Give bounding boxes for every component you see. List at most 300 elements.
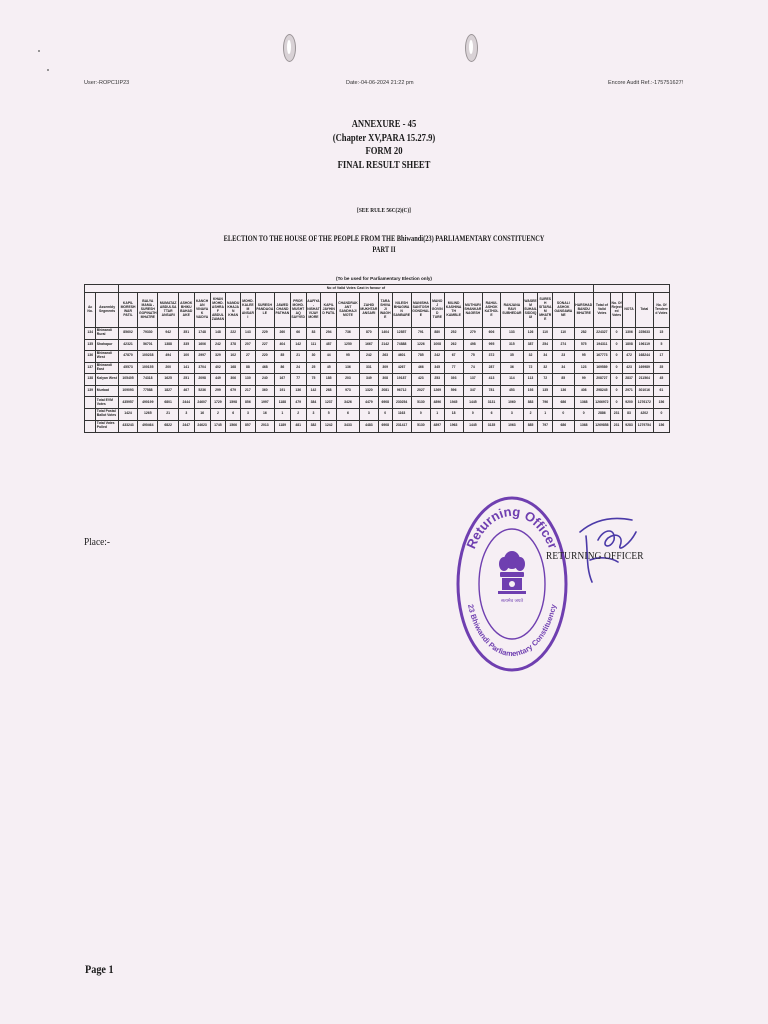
table-cell: 679: [226, 385, 241, 397]
table-cell: 494: [158, 351, 178, 363]
column-header: SURESH SITARAM MHATRE: [538, 293, 553, 328]
table-cell: 0: [610, 339, 622, 351]
table-cell: 1808: [623, 339, 635, 351]
table-cell: 2081: [378, 385, 392, 397]
table-cell: 5: [653, 339, 669, 351]
column-header: SONALI ASHOK GANGAWANE: [553, 293, 574, 328]
table-cell: 857: [241, 420, 256, 432]
column-header: KAPIL MORESHWAR PATIL: [118, 293, 137, 328]
table-cell: 231417: [392, 420, 411, 432]
table-cell: 387: [523, 339, 538, 351]
table-cell: 468: [255, 362, 274, 374]
table-cell: 21: [158, 409, 178, 421]
table-cell: 45: [321, 362, 337, 374]
table-cell: [85, 409, 96, 421]
election-title: ELECTION TO THE HOUSE OF THE PEOPLE FROM THE Bhiwandi(23) PARLIAMENTARY CONSTITUENCY: [223, 234, 545, 243]
segment-cell: Total Postal Ballot Votes: [96, 409, 119, 421]
table-cell: 42321: [118, 339, 137, 351]
table-cell: 109093: [118, 385, 137, 397]
table-cell: 194311: [593, 339, 610, 351]
user-id: User:-ROPC1IP23: [84, 80, 130, 86]
table-cell: 21: [290, 351, 306, 363]
table-cell: 870: [359, 328, 378, 340]
table-cell: 973: [337, 385, 360, 397]
table-cell: 61: [653, 385, 669, 397]
table-cell: 6908: [378, 420, 392, 432]
column-header: NILESH BHAGWAN SANBARE: [392, 293, 411, 328]
table-cell: 83: [306, 328, 321, 340]
table-cell: 134: [85, 328, 96, 340]
national-emblem-icon: [498, 551, 526, 594]
table-row: [85, 409, 670, 421]
table-cell: 141: [178, 362, 194, 374]
table-cell: 185: [321, 374, 337, 386]
table-header-row: [85, 293, 670, 328]
table-cell: 347: [463, 385, 482, 397]
results-table-wrap: [84, 284, 670, 433]
table-cell: 329: [210, 351, 226, 363]
table-cell: 0: [653, 409, 669, 421]
table-cell: 1060: [501, 397, 524, 409]
table-cell: 1625: [158, 374, 178, 386]
table-cell: 2447: [178, 420, 194, 432]
table-cell: 306: [226, 374, 241, 386]
table-cell: 130: [241, 374, 256, 386]
table-cell: 35: [501, 351, 524, 363]
punch-hole-left: [283, 34, 296, 62]
table-cell: 1997: [255, 397, 274, 409]
table-cell: 4202: [635, 409, 653, 421]
table-cell: 1368: [574, 397, 593, 409]
table-row: [85, 420, 670, 432]
table-cell: 9283: [623, 420, 635, 432]
table-cell: 360: [255, 385, 274, 397]
table-cell: 32: [523, 351, 538, 363]
table-cell: 433243: [118, 420, 137, 432]
table-cell: 1189: [274, 420, 290, 432]
table-cell: 263: [378, 351, 392, 363]
table-cell: 498: [463, 339, 482, 351]
table-cell: 72: [538, 374, 553, 386]
table-cell: 6908: [378, 397, 392, 409]
segment-cell: Bhiwandi West: [96, 351, 119, 363]
table-cell: 0: [411, 409, 430, 421]
election-title-block: [84, 233, 683, 255]
table-cell: 88: [241, 362, 256, 374]
table-cell: 260: [274, 328, 290, 340]
table-cell: 2: [290, 409, 306, 421]
table-cell: 3135: [482, 420, 500, 432]
table-cell: 217: [241, 385, 256, 397]
table-cell: 4601: [392, 351, 411, 363]
table-cell: 1237: [321, 397, 337, 409]
column-header: KANCHAN VINAYAK VAIDYA: [194, 293, 210, 328]
table-cell: 880: [430, 328, 444, 340]
table-cell: 1388: [158, 339, 178, 351]
table-cell: 404: [274, 339, 290, 351]
table-cell: 251: [178, 374, 194, 386]
table-cell: 2: [210, 409, 226, 421]
table-cell: 67: [444, 351, 463, 363]
table-row: [85, 397, 670, 409]
table-cell: 167773: [593, 351, 610, 363]
annexure-title: ANNEXURE - 45: [351, 119, 417, 130]
column-header: RANJANA RAVI SUBHEDAR: [501, 293, 524, 328]
table-cell: 393: [444, 374, 463, 386]
table-cell: 3: [359, 409, 378, 421]
table-cell: 1945: [444, 397, 463, 409]
column-header: CHANDRAKANT SANDHAJI MOTE: [337, 293, 360, 328]
table-cell: 466: [411, 362, 430, 374]
table-cell: 467: [178, 385, 194, 397]
table-cell: 222: [226, 328, 241, 340]
table-cell: 453: [501, 385, 524, 397]
table-cell: 1279754: [635, 420, 653, 432]
table-cell: 3: [241, 409, 256, 421]
form-number: FORM 20: [365, 146, 403, 157]
table-cell: 136: [337, 362, 360, 374]
column-header: No. Of Rejected Votes: [610, 293, 622, 328]
table-cell: 1163: [392, 409, 411, 421]
table-cell: [85, 397, 96, 409]
super-header-blank: [85, 285, 119, 293]
table-cell: 77: [290, 374, 306, 386]
table-cell: 240: [255, 374, 274, 386]
super-header-blank: [593, 285, 669, 293]
table-cell: 331: [359, 362, 378, 374]
officer-signature: [560, 502, 650, 592]
table-cell: 19187: [392, 374, 411, 386]
column-header: MUTHURI SHANKAR NAGESH: [463, 293, 482, 328]
table-cell: 335: [178, 339, 194, 351]
column-header: NANDU KHAJAN KHAN: [226, 293, 241, 328]
table-cell: 6822: [158, 420, 178, 432]
table-cell: 5130: [411, 420, 430, 432]
usage-note: (To be used for Parliamentary Election only): [336, 276, 432, 281]
table-cell: 345: [430, 362, 444, 374]
table-cell: 384: [306, 397, 321, 409]
column-header: WASEEM SUHAIL SIDDIQUI: [523, 293, 538, 328]
segment-cell: Bhiwandi Rural: [96, 328, 119, 340]
table-cell: 2444: [178, 397, 194, 409]
table-cell: 1242: [321, 420, 337, 432]
table-cell: 372: [482, 351, 500, 363]
table-cell: 298245: [593, 385, 610, 397]
table-cell: 2: [523, 409, 538, 421]
column-header: Total: [635, 293, 653, 328]
table-cell: 34: [553, 362, 574, 374]
table-cell: 0: [378, 409, 392, 421]
table-cell: 137: [463, 374, 482, 386]
table-cell: 79330: [138, 328, 158, 340]
table-cell: 2837: [623, 374, 635, 386]
table-cell: 113: [523, 374, 538, 386]
rule-reference: [SEE RULE 56C(2)(C)]: [357, 207, 411, 214]
place-label: Place:-: [84, 536, 110, 548]
table-cell: 1269: [430, 385, 444, 397]
table-cell: 207: [241, 339, 256, 351]
table-cell: 3433: [337, 420, 360, 432]
table-cell: 3: [178, 409, 194, 421]
table-cell: 208727: [593, 374, 610, 386]
table-cell: 309: [378, 362, 392, 374]
page-number: Page 1: [85, 962, 114, 976]
table-cell: 1424: [118, 409, 137, 421]
table-cell: 4483: [359, 420, 378, 432]
seal-bottom-text: 23 Bhiwandi Parliamentary Constituency: [466, 603, 558, 659]
table-cell: 1320: [359, 385, 378, 397]
seal-top-text: Returning Officer: [463, 503, 561, 551]
table-cell: 1226: [411, 339, 430, 351]
table-cell: 490199: [138, 397, 158, 409]
table-cell: 139: [85, 385, 96, 397]
table-cell: 111: [306, 339, 321, 351]
table-cell: 1: [430, 409, 444, 421]
table-cell: 791: [411, 328, 430, 340]
table-cell: 2142: [378, 339, 392, 351]
column-header: PROF. MOHD. MUSHTAQ SAYYED: [290, 293, 306, 328]
segment-cell: Murbad: [96, 385, 119, 397]
table-cell: 942: [158, 328, 178, 340]
table-cell: 196119: [635, 339, 653, 351]
table-cell: 6801: [158, 397, 178, 409]
table-cell: 85602: [118, 328, 137, 340]
table-cell: 34: [538, 351, 553, 363]
table-cell: 1008: [430, 339, 444, 351]
table-cell: 2997: [194, 351, 210, 363]
table-cell: 77588: [138, 385, 158, 397]
table-cell: 268: [321, 385, 337, 397]
table-cell: 99: [574, 374, 593, 386]
column-header: MANISHA SANTOSH GONDHALE: [411, 293, 430, 328]
table-cell: 136: [290, 385, 306, 397]
table-cell: 349: [359, 374, 378, 386]
table-cell: 449: [210, 374, 226, 386]
table-cell: 3: [501, 409, 524, 421]
column-header: AAFIYA - NISHAT VIJAY MORE: [306, 293, 321, 328]
table-cell: 17: [653, 351, 669, 363]
table-cell: 12857: [392, 328, 411, 340]
table-cell: 36: [501, 362, 524, 374]
column-header: JAWED CHAND PATHAN: [274, 293, 290, 328]
table-cell: 487: [321, 339, 337, 351]
table-cell: 56701: [138, 339, 158, 351]
table-cell: 797: [538, 420, 553, 432]
segment-cell: Shahapur: [96, 339, 119, 351]
table-cell: 156: [653, 397, 669, 409]
super-header: No of Valid Votes Cast in favour of: [118, 285, 593, 293]
table-cell: 168: [226, 362, 241, 374]
table-row: [85, 362, 670, 374]
table-cell: 100238: [138, 351, 158, 363]
table-cell: [85, 420, 96, 432]
table-cell: 45573: [118, 362, 137, 374]
table-cell: 0: [463, 409, 482, 421]
table-cell: 287: [482, 362, 500, 374]
column-header: KAPIL JAYHIND PATIL: [321, 293, 337, 328]
table-cell: 105405: [118, 374, 137, 386]
table-cell: 231: [610, 420, 622, 432]
column-header: KHAN MOHD. ASHRAF ABDUL ZAMAN: [210, 293, 226, 328]
results-table: [84, 284, 670, 433]
table-cell: 27: [241, 351, 256, 363]
table-cell: 1598: [226, 397, 241, 409]
table-cell: 423: [411, 374, 430, 386]
table-cell: 227: [255, 339, 274, 351]
table-cell: 1265: [138, 409, 158, 421]
table-cell: 279: [463, 328, 482, 340]
table-cell: 138: [85, 374, 96, 386]
table-cell: 299: [210, 385, 226, 397]
table-cell: 148: [210, 328, 226, 340]
table-cell: 224327: [593, 328, 610, 340]
table-cell: 4267: [392, 362, 411, 374]
punch-hole-right: [465, 34, 478, 62]
table-cell: 95: [337, 351, 360, 363]
table-cell: 231: [610, 409, 622, 421]
column-header: Ac No.: [85, 293, 96, 328]
table-cell: 123: [574, 362, 593, 374]
table-cell: 25: [306, 362, 321, 374]
audit-ref: Encore Audit Ref.:-175751627!: [608, 80, 684, 86]
column-header: MILIND KASHINATH KAMBLE: [444, 293, 463, 328]
table-cell: 0: [610, 351, 622, 363]
table-cell: 85: [553, 374, 574, 386]
table-cell: 100: [178, 351, 194, 363]
column-header: No. Of Tendered Votes: [653, 293, 669, 328]
table-cell: 1827: [158, 385, 178, 397]
table-body: [85, 328, 670, 433]
table-cell: 191: [274, 385, 290, 397]
segment-cell: Kalyan West: [96, 374, 119, 386]
table-cell: 77: [444, 362, 463, 374]
table-cell: 5130: [411, 397, 430, 409]
column-header: ZAHID MUKHTAR ANSARI: [359, 293, 378, 328]
table-cell: 308: [378, 374, 392, 386]
column-header: RAHUL ASHOK KATHOLE: [482, 293, 500, 328]
table-cell: 1306: [623, 328, 635, 340]
table-cell: 1566: [226, 420, 241, 432]
table-cell: 796: [538, 397, 553, 409]
table-cell: 856: [241, 397, 256, 409]
table-cell: 3131: [482, 397, 500, 409]
table-row: [85, 351, 670, 363]
table-cell: 136: [553, 385, 574, 397]
returning-officer-label: RETURNING OFFICER: [546, 550, 644, 562]
table-cell: 378: [226, 339, 241, 351]
table-cell: 2886: [593, 409, 610, 421]
table-cell: 1667: [359, 339, 378, 351]
table-cell: 75: [306, 374, 321, 386]
table-cell: 102: [226, 351, 241, 363]
column-header: NOTA: [623, 293, 635, 328]
table-cell: 0: [574, 409, 593, 421]
table-cell: 75: [463, 351, 482, 363]
table-cell: 100155: [138, 362, 158, 374]
table-cell: 86: [274, 362, 290, 374]
table-cell: 135: [85, 339, 96, 351]
table-cell: 1368: [574, 420, 593, 432]
table-cell: 96712: [392, 385, 411, 397]
table-cell: 4896: [430, 397, 444, 409]
speck: [38, 50, 40, 52]
table-cell: 1250: [337, 339, 360, 351]
table-cell: 169989: [635, 362, 653, 374]
sheet-title: FINAL RESULT SHEET: [337, 159, 431, 171]
print-date: Date:-04-06-2024 21:22 pm: [346, 80, 414, 86]
table-cell: 193: [523, 385, 538, 397]
column-header: SURESH PANDAGALE: [255, 293, 274, 328]
table-cell: 1445: [463, 420, 482, 432]
column-header: TARA SHIVAJI WAGHE: [378, 293, 392, 328]
title-block: [69, 118, 699, 172]
table-cell: 2027: [411, 385, 430, 397]
segment-cell: Total EVM Votes: [96, 397, 119, 409]
table-cell: 30: [306, 351, 321, 363]
table-cell: 274: [553, 339, 574, 351]
table-cell: 23: [553, 351, 574, 363]
table-cell: 16: [255, 409, 274, 421]
table-cell: 1063: [501, 420, 524, 432]
table-row: [85, 374, 670, 386]
table-cell: 1606: [194, 339, 210, 351]
table-cell: 2013: [255, 420, 274, 432]
table-cell: 156: [653, 420, 669, 432]
table-cell: 5: [321, 409, 337, 421]
table-cell: 262: [444, 339, 463, 351]
table-cell: 1: [274, 409, 290, 421]
emblem-caption: सत्यमेव जयते: [500, 599, 524, 604]
table-cell: 686: [553, 420, 574, 432]
column-header: Total of Valid Votes: [593, 293, 610, 328]
table-cell: 252: [444, 328, 463, 340]
table-cell: 225633: [635, 328, 653, 340]
table-cell: 413: [482, 374, 500, 386]
table-cell: 200: [158, 362, 178, 374]
table-cell: 230254: [392, 397, 411, 409]
table-cell: 142: [290, 339, 306, 351]
table-cell: 142: [306, 385, 321, 397]
table-cell: 220: [255, 351, 274, 363]
table-cell: 883: [523, 397, 538, 409]
table-cell: 4897: [430, 420, 444, 432]
table-cell: 1266972: [593, 397, 610, 409]
table-cell: 0: [610, 328, 622, 340]
table-cell: 885: [523, 420, 538, 432]
table-cell: 781: [482, 385, 500, 397]
table-cell: 18: [444, 409, 463, 421]
table-cell: 169589: [593, 362, 610, 374]
table-cell: 143: [241, 328, 256, 340]
column-header: ASHOK BHIKU BAHADAKE: [178, 293, 194, 328]
segment-cell: Bhiwandi East: [96, 362, 119, 374]
table-cell: 575: [574, 339, 593, 351]
table-cell: 472: [623, 351, 635, 363]
table-cell: 1729: [210, 397, 226, 409]
table-cell: 2971: [623, 385, 635, 397]
table-cell: 6: [226, 409, 241, 421]
table-cell: 45: [653, 374, 669, 386]
table-cell: 408: [574, 385, 593, 397]
table-cell: 24623: [194, 420, 210, 432]
table-cell: 1: [538, 409, 553, 421]
column-header: MANOJ GOVIND TURE: [430, 293, 444, 328]
table-cell: 3426: [337, 397, 360, 409]
column-header: BALYA MAMA - SURESH GOPINATH MHATRE: [138, 293, 158, 328]
table-cell: 110: [538, 328, 553, 340]
table-super-header-row: [85, 285, 670, 293]
table-cell: 3704: [194, 362, 210, 374]
